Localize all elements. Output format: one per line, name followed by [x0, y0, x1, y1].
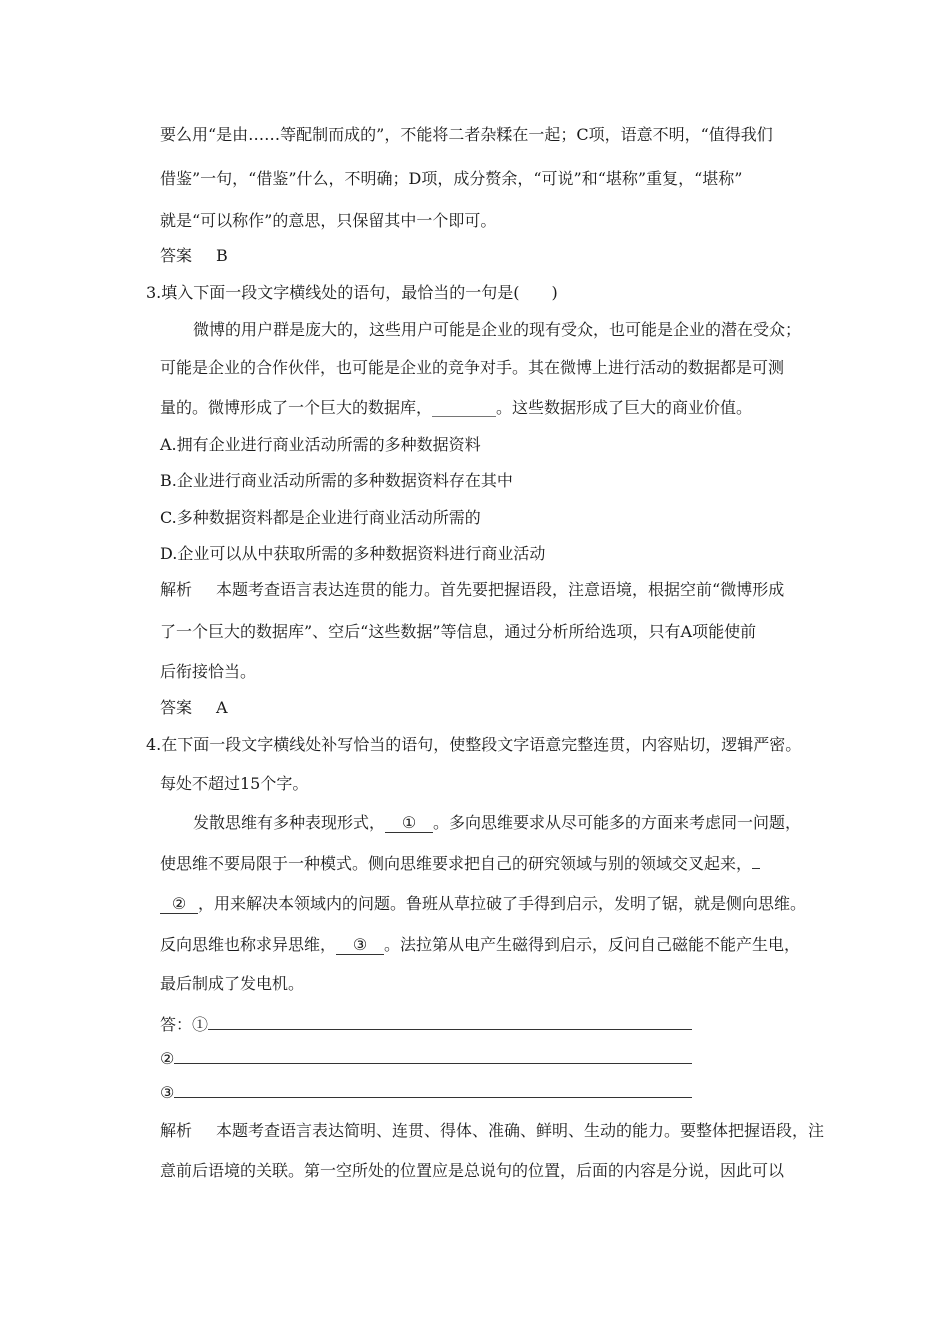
analysis-label: 解析: [160, 580, 193, 599]
answer-blank-2: ②: [160, 1047, 692, 1070]
answer-underline: [174, 1081, 692, 1098]
text-line: 要么用“是由……等配制而成的”，不能将二者杂糅在一起；C项，语意不明，“值得我们: [160, 125, 773, 144]
fill-blank-2-start: [752, 868, 760, 869]
fill-blank-2: ②: [160, 895, 198, 914]
option-c: C.多种数据资料都是企业进行商业活动所需的: [160, 508, 481, 527]
answer-label: 答案: [160, 698, 193, 717]
question-3-paragraph: 量的。微博形成了一个巨大的数据库，________。这些数据形成了巨大的商业价值。: [160, 398, 753, 417]
answer-underline: [174, 1047, 692, 1064]
question-3-paragraph: 可能是企业的合作伙伴，也可能是企业的竞争对手。其在微博上进行活动的数据都是可测: [160, 358, 785, 377]
analysis-line: 解析 本题考查语言表达简明、连贯、得体、准确、鲜明、生动的能力。要整体把握语段，注: [160, 1121, 825, 1140]
answer-blank-3: ③: [160, 1081, 692, 1104]
question-4-paragraph: 反向思维也称求异思维， ③ 。法拉第从电产生磁得到启示，反问自己磁能不能产生电，: [160, 935, 801, 954]
text-line: 就是“可以称作”的意思，只保留其中一个即可。: [160, 211, 497, 230]
analysis-line: 后衔接恰当。: [160, 662, 257, 681]
answer-label: 答案: [160, 246, 193, 265]
fill-blank-1: ①: [385, 814, 433, 833]
analysis-line: 意前后语境的关联。第一空所处的位置应是总说句的位置，后面的内容是分说，因此可以: [160, 1161, 785, 1180]
fill-blank-3: ③: [336, 936, 384, 955]
question-4-paragraph: 发散思维有多种表现形式， ① 。多向思维要求从尽可能多的方面来考虑同一问题，: [193, 813, 802, 832]
question-4-paragraph: 使思维不要局限于一种模式。侧向思维要求把自己的研究领域与别的领域交叉起来，: [160, 853, 760, 875]
question-4-stem: 每处不超过15个字。: [160, 774, 309, 793]
question-4-paragraph: 最后制成了发电机。: [160, 974, 305, 993]
text-line: 借鉴”一句，“借鉴”什么，不明确；D项，成分赘余，“可说”和“堪称”重复，“堪称”: [160, 169, 743, 188]
answer-line: [160, 245, 228, 267]
option-d: D.企业可以从中获取所需的多种数据资料进行商业活动: [160, 544, 546, 563]
answer-value: A: [216, 698, 228, 717]
question-3-paragraph: 微博的用户群是庞大的，这些用户可能是企业的现有受众，也可能是企业的潜在受众；: [193, 320, 802, 339]
fill-blank: ________: [432, 398, 497, 417]
question-4-stem: 4.在下面一段文字横线处补写恰当的语句，使整段文字语意完整连贯，内容贴切，逻辑严密。: [146, 735, 802, 754]
analysis-label: 解析: [160, 1121, 193, 1140]
option-a: A.拥有企业进行商业活动所需的多种数据资料: [160, 435, 481, 454]
answer-blank-1: 答：①: [160, 1013, 692, 1036]
answer-value: B: [216, 246, 228, 265]
question-4-paragraph: ② ，用来解决本领域内的问题。鲁班从草拉破了手得到启示，发明了锯，就是侧向思维。: [160, 893, 806, 915]
answer-line: [160, 697, 228, 719]
answer-underline: [208, 1013, 692, 1030]
analysis-line: 了一个巨大的数据库”、空后“这些数据”等信息，通过分析所给选项，只有A项能使前: [160, 622, 757, 641]
option-b: B.企业进行商业活动所需的多种数据资料存在其中: [160, 471, 513, 490]
question-3-stem: 3.填入下面一段文字横线处的语句，最恰当的一句是( ): [146, 283, 558, 302]
analysis-line: 解析 本题考查语言表达连贯的能力。首先要把握语段，注意语境，根据空前“微博形成: [160, 580, 785, 599]
